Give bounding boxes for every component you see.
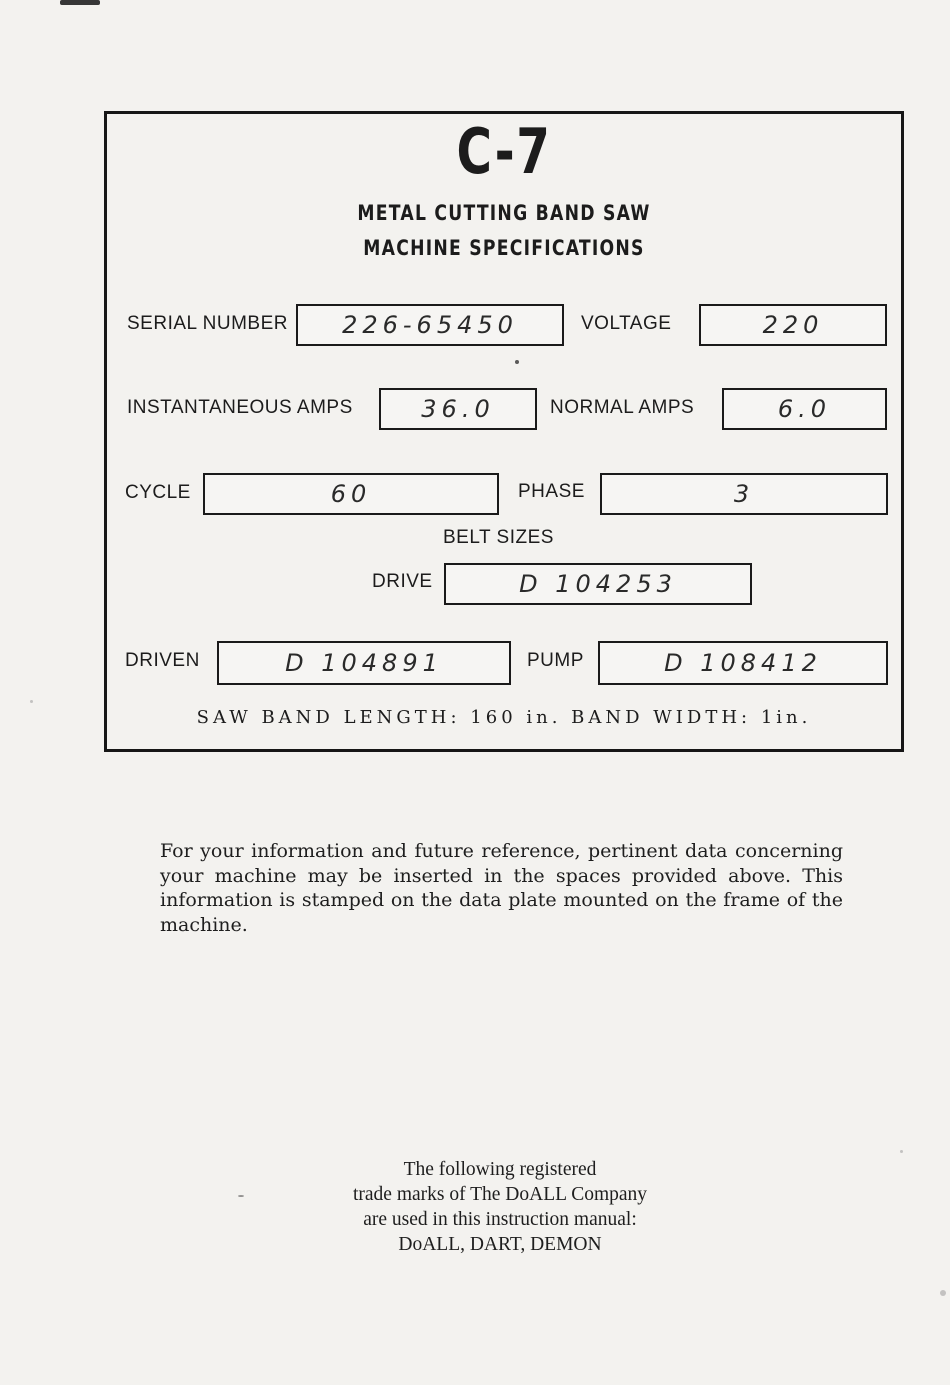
- belt-sizes-heading: BELT SIZES: [443, 527, 554, 548]
- normal-amps-field[interactable]: [722, 388, 887, 430]
- phase-field[interactable]: [600, 473, 888, 515]
- voltage-field[interactable]: [699, 304, 887, 346]
- model-title: C-7: [456, 115, 552, 188]
- serial-number-label: SERIAL NUMBER: [127, 313, 288, 334]
- phase-value: 3: [733, 480, 755, 508]
- drive-field[interactable]: [444, 563, 752, 605]
- normal-amps-value: 6.0: [777, 395, 832, 423]
- serial-number-value: 226-65450: [342, 311, 518, 339]
- specifications-panel: [104, 111, 904, 752]
- saw-band-specs: SAW BAND LENGTH: 160 in. BAND WIDTH: 1in.: [196, 707, 812, 728]
- driven-field[interactable]: [217, 641, 511, 685]
- trademark-line-2: trade marks of The DoALL Company: [352, 1184, 648, 1205]
- drive-label: DRIVE: [372, 571, 433, 592]
- pump-label: PUMP: [527, 650, 584, 671]
- subtitle-metal-cutting: METAL CUTTING BAND SAW: [357, 201, 651, 225]
- instantaneous-amps-label: INSTANTANEOUS AMPS: [127, 397, 353, 418]
- phase-label: PHASE: [518, 481, 585, 502]
- pump-field[interactable]: [598, 641, 888, 685]
- info-paragraph: For your information and future reference, pertinent data concerning your machine may be inserted in the spaces provided above. This information is stamped on the data plate mounted on the frame of the machine.: [160, 840, 843, 936]
- serial-number-field[interactable]: [296, 304, 564, 346]
- trademark-line-3: are used in this instruction manual:: [363, 1209, 637, 1230]
- cycle-value: 60: [330, 480, 372, 508]
- subtitle-machine-specs: MACHINE SPECIFICATIONS: [363, 236, 645, 260]
- normal-amps-label: NORMAL AMPS: [550, 397, 695, 418]
- instantaneous-amps-value: 36.0: [421, 395, 495, 423]
- voltage-label: VOLTAGE: [581, 313, 672, 334]
- cycle-label: CYCLE: [125, 482, 191, 503]
- trademark-line-1: The following registered: [403, 1159, 597, 1180]
- drive-value: D 104253: [519, 570, 677, 598]
- voltage-value: 220: [762, 311, 824, 339]
- cycle-field[interactable]: [203, 473, 499, 515]
- instantaneous-amps-field[interactable]: [379, 388, 537, 430]
- pump-value: D 108412: [664, 649, 822, 677]
- trademark-line-4: DoALL, DART, DEMON: [398, 1234, 602, 1255]
- driven-label: DRIVEN: [125, 650, 200, 671]
- driven-value: D 104891: [285, 649, 443, 677]
